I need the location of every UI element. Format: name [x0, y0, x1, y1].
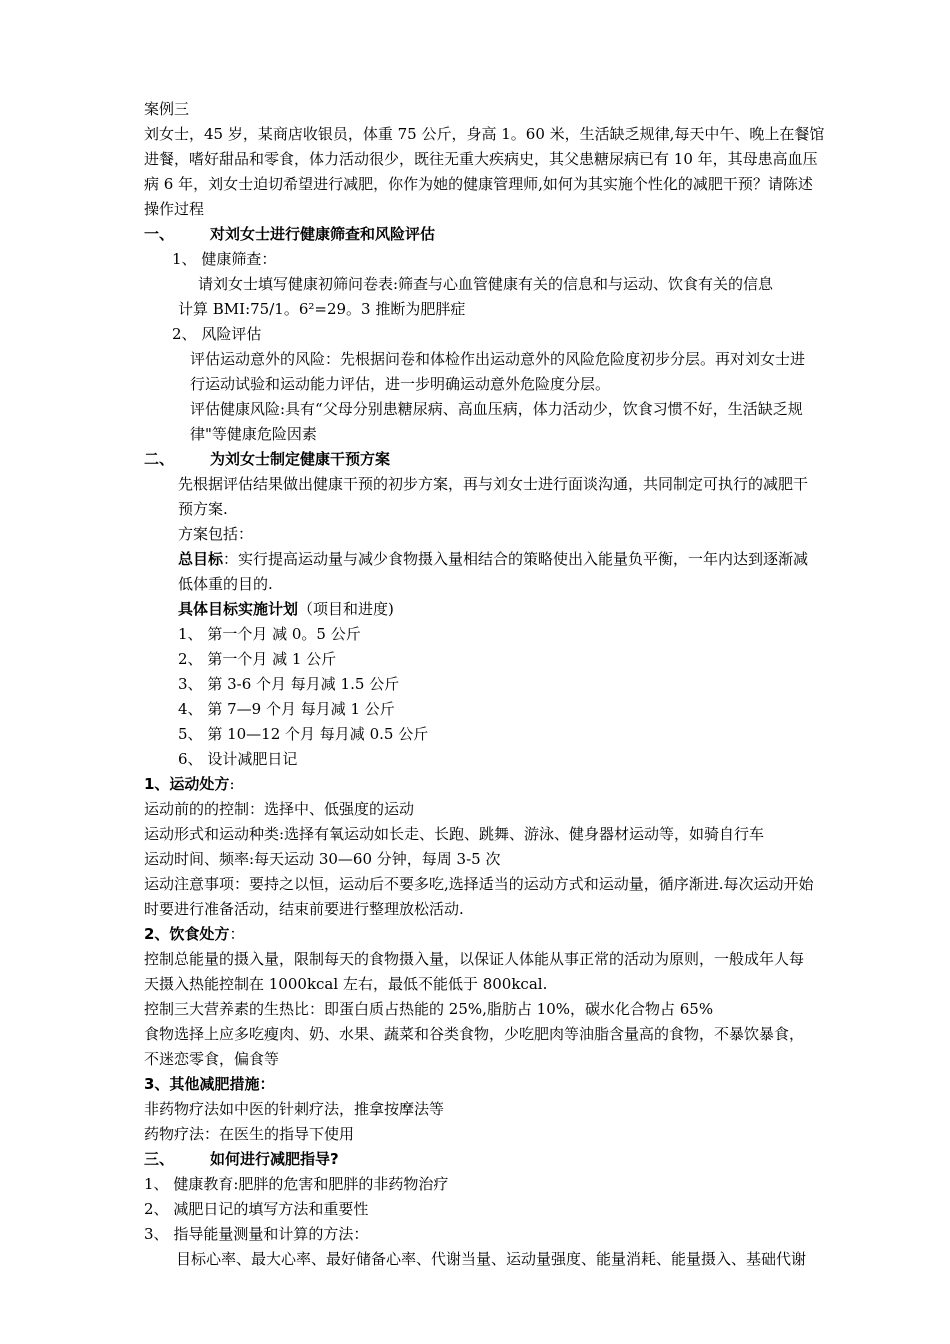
list-item: [178, 647, 336, 671]
paragraph-line: 食物选择上应多吃瘦肉、奶、水果、蔬菜和谷类食物，少吃肥肉等油脂含量高的食物，不暴饮暴食，: [144, 1025, 805, 1043]
item-number: 1、: [178, 625, 203, 643]
section-title: 对刘女士进行健康筛查和风险评估: [210, 225, 436, 243]
list-item: [178, 622, 361, 646]
paragraph-line: 药物疗法：在医生的指导下使用: [144, 1125, 355, 1143]
goal-text: ：实行提高运动量与减少食物摄入量相结合的策略使出入能量负平衡，一年内达到逐渐减: [223, 550, 809, 568]
item-number: 3、: [178, 675, 203, 693]
colon: :: [229, 775, 235, 793]
plan-suffix: （项目和进度): [298, 600, 394, 618]
paragraph-line: 时要进行准备活动，结束前要进行整理放松活动.: [144, 900, 464, 918]
paragraph-line: 律"等健康危险因素: [190, 425, 317, 443]
item-number: 2、: [144, 1200, 169, 1218]
plan-label: 具体目标实施计划: [178, 600, 299, 618]
subheading-title: 风险评估: [201, 325, 262, 343]
intro-line: 操作过程: [144, 200, 205, 218]
item-text: 设计减肥日记: [207, 750, 298, 768]
diet-label: 2、饮食处方: [144, 925, 230, 943]
item-number: 5、: [178, 725, 203, 743]
paragraph-line: 目标心率、最大心率、最好储备心率、代谢当量、运动量强度、能量消耗、能量摄入、基础代谢: [176, 1250, 807, 1268]
subheading-title: 健康筛查：: [201, 250, 277, 268]
paragraph-line: 预方案.: [178, 500, 228, 518]
exercise-heading: [144, 772, 235, 796]
intro-line: 病 6 年，刘女士迫切希望进行减肥，你作为她的健康管理师,如何为其实施个性化的减肥干预？请陈述: [144, 175, 813, 193]
list-item: [178, 672, 399, 696]
item-number: 4、: [178, 700, 203, 718]
plan-heading: [178, 597, 394, 621]
subheading-number: 1、: [172, 250, 197, 268]
list-item: [144, 1172, 448, 1196]
section-number: 一、: [144, 225, 175, 243]
item-text: 第一个月 减 0。5 公斤: [207, 625, 361, 643]
item-text: 第 10—12 个月 每月减 0.5 公斤: [207, 725, 429, 743]
paragraph-line: 低体重的目的.: [178, 575, 273, 593]
other-heading: 3、其他减肥措施：: [144, 1075, 275, 1093]
goal-label: 总目标: [178, 550, 224, 568]
paragraph-line: 运动注意事项：要持之以恒，运动后不要多吃,选择适当的运动方式和运动量，循序渐进.每次运动开始: [144, 875, 814, 893]
exercise-label: 1、运动处方: [144, 775, 230, 793]
goal-line: [178, 547, 808, 571]
item-number: 3、: [144, 1225, 169, 1243]
section-number: 三、: [144, 1150, 175, 1168]
item-number: 6、: [178, 750, 203, 768]
paragraph-line: 评估运动意外的风险：先根据问卷和体检作出运动意外的风险危险度初步分层。再对刘女士进: [190, 350, 806, 368]
paragraph-line: 方案包括：: [178, 525, 254, 543]
item-text: 第 3-6 个月 每月减 1.5 公斤: [207, 675, 400, 693]
list-item: [144, 1222, 368, 1246]
section-number: 二、: [144, 450, 175, 468]
case-title: 案例三: [144, 100, 190, 118]
paragraph-line: 非药物疗法如中医的针刺疗法，推拿按摩法等: [144, 1100, 445, 1118]
paragraph-line: 天摄入热能控制在 1000kcal 左右，最低不能低于 800kcal.: [144, 975, 548, 993]
section-title: 为刘女士制定健康干预方案: [210, 450, 391, 468]
subheading: [172, 322, 261, 346]
diet-heading: [144, 922, 244, 946]
paragraph-line: 控制三大营养素的生热比：即蛋白质占热能的 25%,脂肪占 10%，碳水化合物占 65%: [144, 1000, 714, 1018]
item-text: 指导能量测量和计算的方法：: [173, 1225, 369, 1243]
paragraph-line: 先根据评估结果做出健康干预的初步方案，再与刘女士进行面谈沟通，共同制定可执行的减肥干: [178, 475, 809, 493]
paragraph-line: 请刘女士填写健康初筛问卷表:筛查与心血管健康有关的信息和与运动、饮食有关的信息: [198, 275, 774, 293]
item-number: 2、: [178, 650, 203, 668]
paragraph-line: 不迷恋零食，偏食等: [144, 1050, 280, 1068]
list-item: [178, 747, 297, 771]
paragraph-line: 评估健康风险:具有“父母分别患糖尿病、高血压病，体力活动少，饮食习惯不好，生活缺乏规: [190, 400, 803, 418]
paragraph-line: 运动前的的控制：选择中、低强度的运动: [144, 800, 415, 818]
intro-line: 进餐，嗜好甜品和零食，体力活动很少，既往无重大疾病史，其父患糖尿病已有 10 年，其母患高血压: [144, 150, 818, 168]
item-text: 减肥日记的填写方法和重要性: [173, 1200, 369, 1218]
item-text: 健康教育:肥胖的危害和肥胖的非药物治疗: [173, 1175, 449, 1193]
list-item: [178, 722, 428, 746]
item-text: 第 7—9 个月 每月减 1 公斤: [207, 700, 395, 718]
section-heading-1: [144, 222, 435, 246]
section-title: 如何进行减肥指导?: [210, 1150, 339, 1168]
paragraph-line: 运动形式和运动种类:选择有氧运动如长走、长跑、跳舞、游泳、健身器材运动等，如骑自行车: [144, 825, 765, 843]
paragraph-line: 运动时间、频率:每天运动 30—60 分钟，每周 3-5 次: [144, 850, 501, 868]
intro-line: 刘女士，45 岁，某商店收银员，体重 75 公斤，身高 1。60 米，生活缺乏规律,每天中午、晚上在餐馆: [144, 125, 825, 143]
colon: ：: [229, 925, 245, 943]
list-item: [144, 1197, 368, 1221]
item-number: 1、: [144, 1175, 169, 1193]
section-heading-2: [144, 447, 390, 471]
item-text: 第一个月 减 1 公斤: [207, 650, 337, 668]
subheading: [172, 247, 276, 271]
list-item: [178, 697, 395, 721]
subheading-number: 2、: [172, 325, 197, 343]
section-heading-3: [144, 1147, 339, 1171]
paragraph-line: 控制总能量的摄入量，限制每天的食物摄入量，以保证人体能从事正常的活动为原则，一般成年人每: [144, 950, 805, 968]
paragraph-line: 计算 BMI:75/1。6²=29。3 推断为肥胖症: [178, 300, 466, 318]
paragraph-line: 行运动试验和运动能力评估，进一步明确运动意外危险度分层。: [190, 375, 611, 393]
